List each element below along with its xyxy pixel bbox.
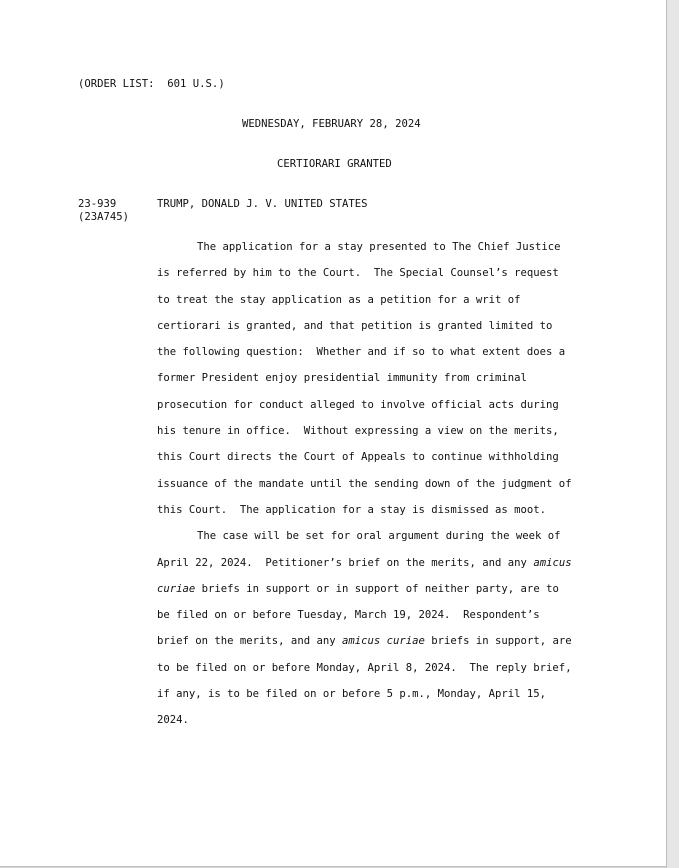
italic-term: amicus: [533, 556, 572, 569]
application-number: (23A745): [78, 211, 130, 223]
text-segment: briefs in support or in support of neither party, are to: [195, 582, 559, 595]
order-list-header: (ORDER LIST: 601 U.S.): [78, 78, 225, 90]
text-line: to be filed on or before Monday, April 8, 2024. The reply brief,: [157, 661, 572, 674]
text-line: to treat the stay application as a petition for a writ of: [157, 293, 521, 306]
text-line: [157, 550, 597, 576]
text-line: his tenure in office. Without expressing a view on the merits,: [157, 425, 559, 438]
text-line: the following question: Whether and if so to what extent does a: [157, 346, 566, 359]
text-line: former President enjoy presidential immunity from criminal: [157, 372, 527, 385]
paragraph-stay-application: [157, 234, 597, 523]
docket-number: 23-939: [78, 198, 117, 210]
text-line: The case will be set for oral argument during the week of: [197, 530, 561, 543]
viewer-gutter: [667, 0, 679, 868]
order-body: [157, 234, 597, 734]
italic-term: curiae: [157, 582, 196, 595]
text-line: 2024.: [157, 714, 189, 727]
case-title: TRUMP, DONALD J. V. UNITED STATES: [157, 198, 368, 210]
text-line: issuance of the mandate until the sending down of the judgment of: [157, 477, 572, 490]
text-line: is referred by him to the Court. The Special Counsel’s request: [157, 267, 559, 280]
text-line: [157, 576, 597, 602]
order-date: WEDNESDAY, FEBRUARY 28, 2024: [242, 118, 421, 130]
text-line: if any, is to be filed on or before 5 p.m., Monday, April 15,: [157, 688, 547, 701]
text-line: [157, 628, 597, 654]
text-line: certiorari is granted, and that petition is granted limited to: [157, 319, 553, 332]
text-line: this Court. The application for a stay is dismissed as moot.: [157, 503, 547, 516]
text-segment: briefs in support, are: [424, 635, 572, 648]
text-line: this Court directs the Court of Appeals to continue withholding: [157, 451, 559, 464]
italic-term: amicus curiae: [341, 635, 425, 648]
text-line: The application for a stay presented to The Chief Justice: [197, 241, 561, 253]
section-heading: CERTIORARI GRANTED: [277, 158, 392, 170]
text-line: be filed on or before Tuesday, March 19, 2024. Respondent’s: [157, 609, 540, 622]
text-segment: brief on the merits, and any: [157, 635, 342, 648]
paragraph-oral-argument: [157, 523, 597, 733]
text-segment: April 22, 2024. Petitioner’s brief on the merits, and any: [157, 556, 534, 569]
text-line: prosecution for conduct alleged to involve official acts during: [157, 398, 559, 411]
